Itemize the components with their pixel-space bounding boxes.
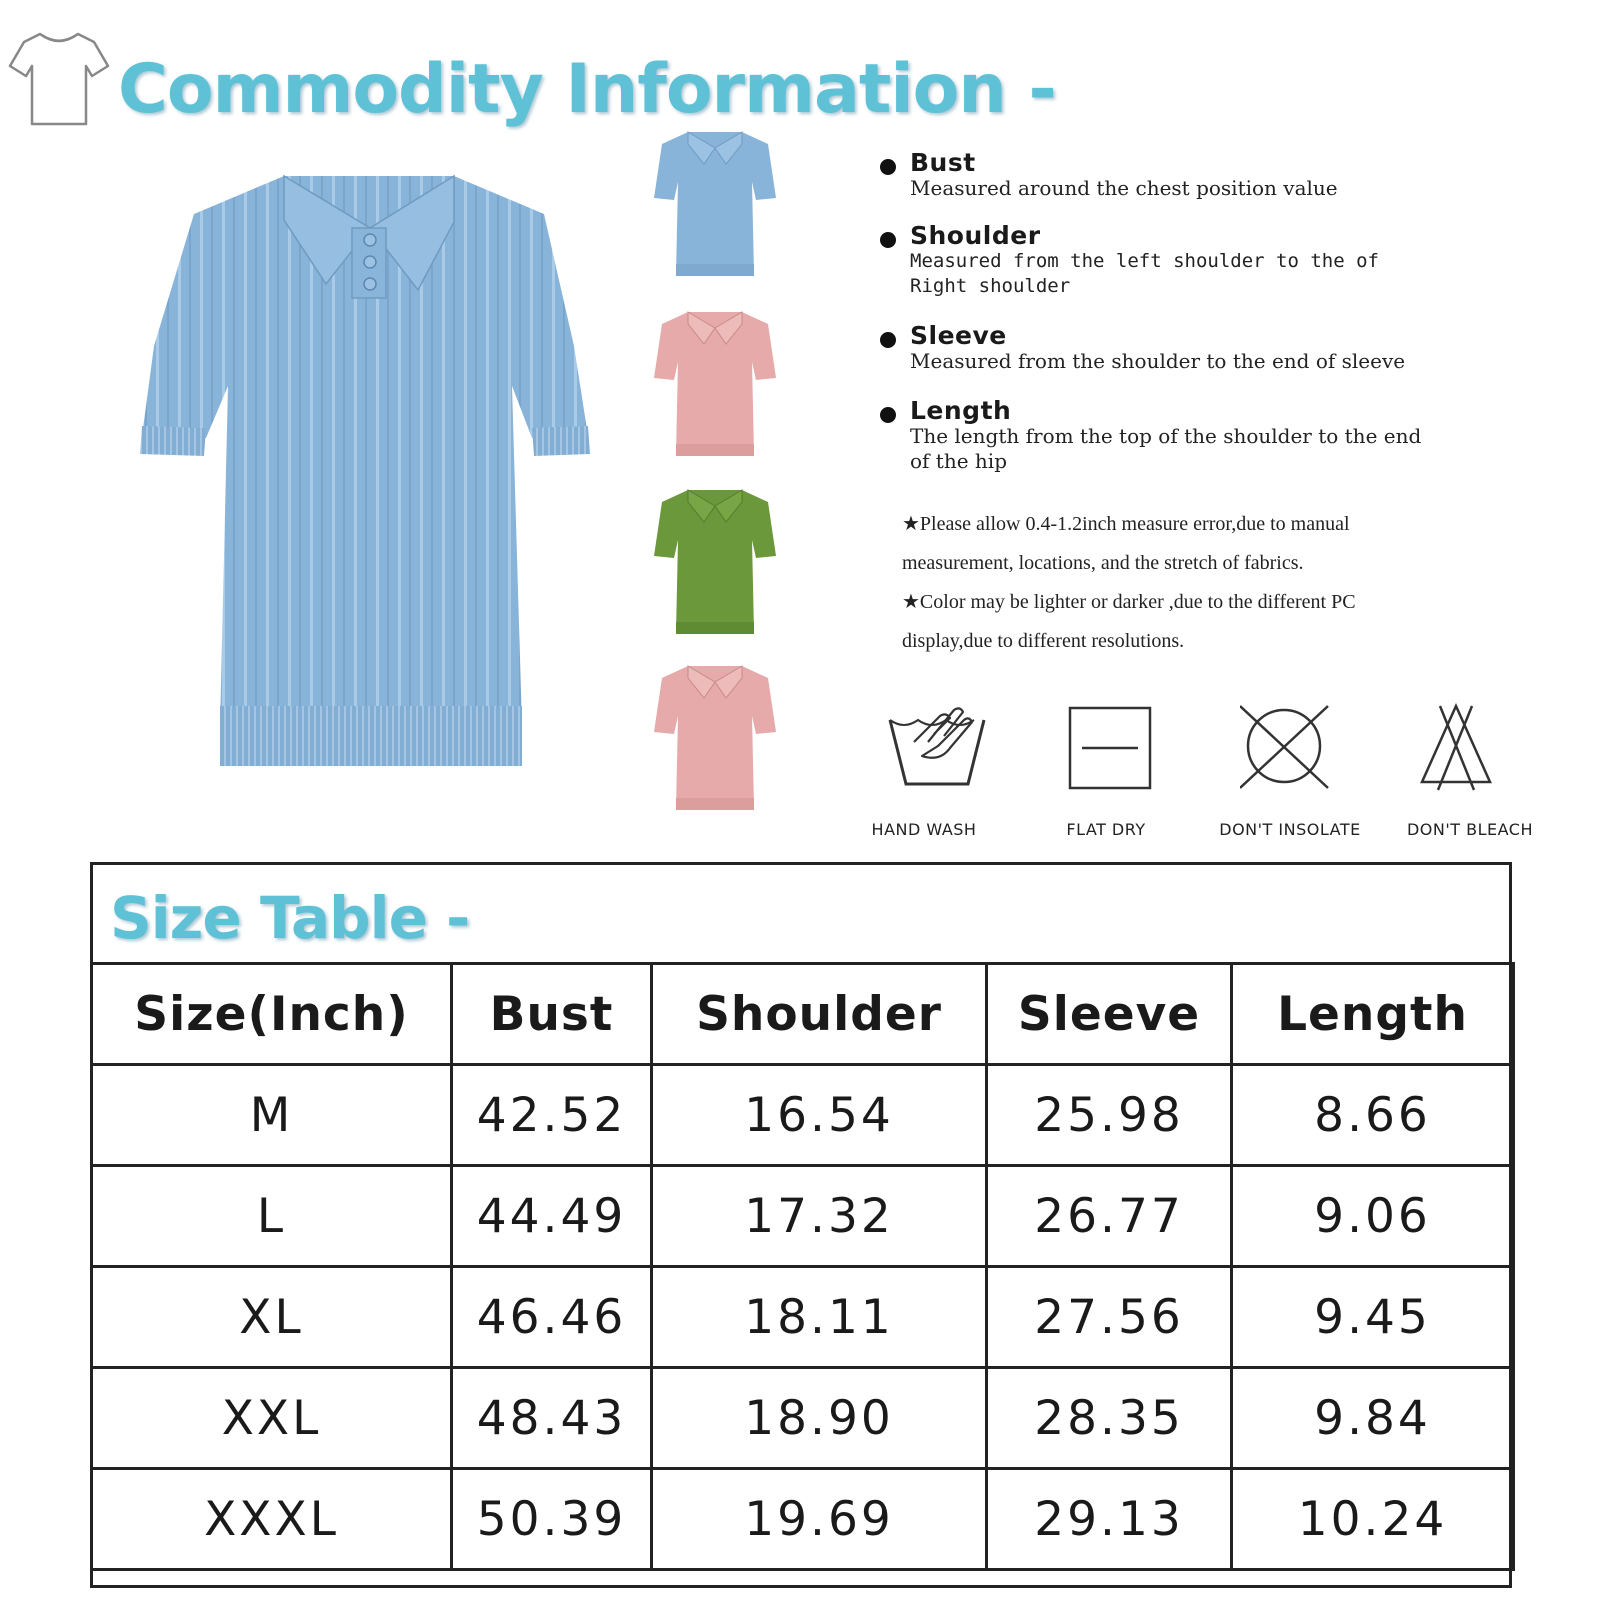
page-title: Commodity Information - <box>118 50 1056 129</box>
spec-length-title: Length <box>910 396 1012 425</box>
hand-wash-icon <box>884 702 1004 792</box>
flat-dry-icon <box>1066 702 1186 792</box>
bullet-icon <box>880 407 896 423</box>
dont-insolate-icon <box>1240 702 1360 792</box>
cell-shoulder: 18.11 <box>652 1267 987 1368</box>
spec-shoulder-title: Shoulder <box>910 221 1041 250</box>
thumbnail-pink-shirt-2[interactable] <box>650 660 780 820</box>
cell-shoulder: 19.69 <box>652 1469 987 1570</box>
hero-shirt-image <box>134 166 604 786</box>
cell-sleeve: 26.77 <box>987 1166 1232 1267</box>
table-row <box>92 1166 1514 1267</box>
note-measure-error: ★Please allow 0.4-1.2inch measure error,due to manual measurement, locations, and the stretch of fabrics. <box>902 513 1350 574</box>
size-table <box>90 962 1515 1571</box>
spec-bust-title: Bust <box>910 148 976 177</box>
header-size: Size(Inch) <box>92 964 452 1065</box>
cell-length: 10.24 <box>1232 1469 1514 1570</box>
header-bust: Bust <box>452 964 652 1065</box>
note-color: ★Color may be lighter or darker ,due to the different PC display,due to different resolutions. <box>902 591 1356 652</box>
spec-shoulder-desc: Measured from the left shoulder to the of Right shoulder <box>910 250 1379 297</box>
table-row <box>92 1368 1514 1469</box>
cell-bust: 44.49 <box>452 1166 652 1267</box>
measurement-spec-list <box>880 150 1560 474</box>
dont-bleach-icon <box>1420 702 1540 792</box>
cell-bust: 46.46 <box>452 1267 652 1368</box>
header-length: Length <box>1232 964 1514 1065</box>
bullet-icon <box>880 159 896 175</box>
spec-length-desc: The length from the top of the shoulder to the end of the hip <box>910 424 1422 473</box>
table-row <box>92 1267 1514 1368</box>
table-header-row <box>92 964 1514 1065</box>
header-shoulder: Shoulder <box>652 964 987 1065</box>
care-label-hand-wash: HAND WASH <box>871 820 977 839</box>
notes <box>902 505 1362 661</box>
cell-shoulder: 17.32 <box>652 1166 987 1267</box>
cell-size: L <box>92 1166 452 1267</box>
cell-sleeve: 28.35 <box>987 1368 1232 1469</box>
size-table-title: Size Table - <box>110 884 470 952</box>
spec-shoulder <box>880 223 1560 299</box>
spec-sleeve-desc: Measured from the shoulder to the end of sleeve <box>910 349 1406 373</box>
cell-shoulder: 18.90 <box>652 1368 987 1469</box>
spec-length <box>880 398 1560 474</box>
thumbnail-blue-shirt[interactable] <box>650 126 780 286</box>
cell-bust: 48.43 <box>452 1368 652 1469</box>
bullet-icon <box>880 232 896 248</box>
cell-sleeve: 29.13 <box>987 1469 1232 1570</box>
care-label-dont-bleach: DON'T BLEACH <box>1406 820 1533 839</box>
bullet-icon <box>880 332 896 348</box>
cell-length: 9.84 <box>1232 1368 1514 1469</box>
cell-length: 9.06 <box>1232 1166 1514 1267</box>
header-sleeve: Sleeve <box>987 964 1232 1065</box>
table-row <box>92 1065 1514 1166</box>
cell-bust: 42.52 <box>452 1065 652 1166</box>
thumbnail-pink-shirt[interactable] <box>650 306 780 466</box>
cell-length: 9.45 <box>1232 1267 1514 1368</box>
cell-size: XXL <box>92 1368 452 1469</box>
cell-size: XL <box>92 1267 452 1368</box>
cell-length: 8.66 <box>1232 1065 1514 1166</box>
table-row <box>92 1469 1514 1570</box>
spec-sleeve <box>880 323 1560 374</box>
thumbnail-green-shirt[interactable] <box>650 484 780 644</box>
care-label-dont-insolate: DON'T INSOLATE <box>1219 820 1361 839</box>
tshirt-outline-icon <box>6 26 110 130</box>
cell-size: XXXL <box>92 1469 452 1570</box>
cell-bust: 50.39 <box>452 1469 652 1570</box>
spec-bust <box>880 150 1560 201</box>
cell-size: M <box>92 1065 452 1166</box>
spec-bust-desc: Measured around the chest position value <box>910 176 1338 200</box>
spec-sleeve-title: Sleeve <box>910 321 1007 350</box>
care-label-flat-dry: FLAT DRY <box>1066 820 1146 839</box>
cell-shoulder: 16.54 <box>652 1065 987 1166</box>
cell-sleeve: 27.56 <box>987 1267 1232 1368</box>
cell-sleeve: 25.98 <box>987 1065 1232 1166</box>
